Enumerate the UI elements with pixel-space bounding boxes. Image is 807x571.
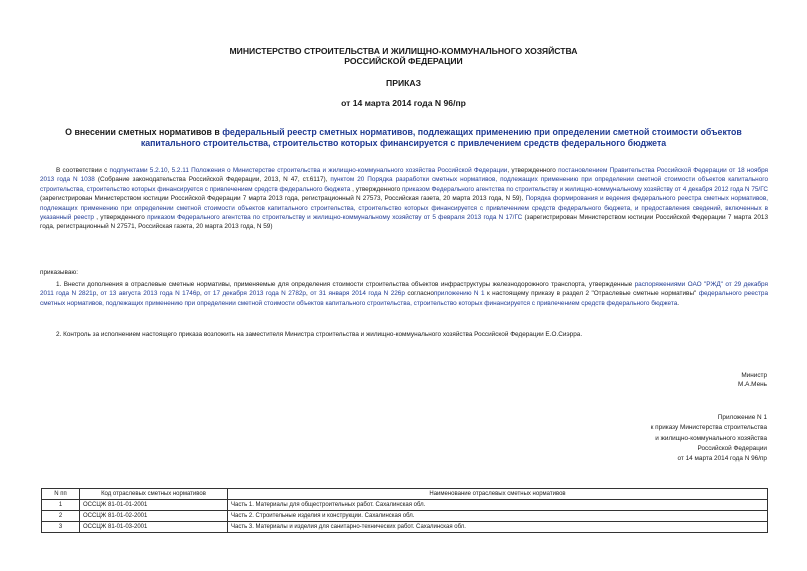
link-government-decree[interactable]: постановлением Правительства Российской Федерации от 18 ноября 2013 года N 1038 (40, 167, 769, 184)
order-word: приказываю: (40, 269, 78, 276)
text: (Собрание законодательства Российской Федерации, 2013, N 47, ст.6117), (94, 176, 331, 184)
table-row (42, 500, 768, 511)
link-registry-procedure[interactable]: Порядка формирования и ведения федерального реестра сметных нормативов, подлежащих применению при определении сметной стоимости объектов капитального строительства, строительство которых финансируется с привлечением средств федерального бюджета, и предоставления сведений, включенных в указанный реестр (40, 195, 768, 222)
text: . (677, 299, 680, 307)
text: , (199, 290, 205, 298)
cell-name: Часть 1. Материалы для общестроительных работ. Сахалинская обл. (228, 500, 768, 511)
text: , утвержденного (350, 185, 402, 193)
text: В соответствии с (56, 167, 110, 174)
link-rzd-order-2782[interactable]: от 17 декабря 2013 года N 2782р (204, 290, 306, 298)
clause-2-paragraph (40, 330, 768, 339)
link-clause-20[interactable]: пунктом 20 (330, 176, 365, 184)
cell-number: 2 (42, 511, 80, 522)
document-type: ПРИКАЗ (386, 78, 421, 88)
cell-code: ОССЦЖ 81-01-02-2001 (80, 511, 228, 522)
federal-registry-link-line2[interactable]: капитального строительства, строительство которых финансируется с привлечением средств федерального бюджета (140, 138, 667, 148)
cell-number: 3 (42, 522, 80, 533)
column-header-code: Код отраслевых сметных нормативов (80, 489, 228, 500)
appendix-line3: и жилищно-коммунального хозяйства (655, 435, 767, 442)
table-row (42, 522, 768, 533)
link-appendix-1[interactable]: приложению N 1 (433, 290, 485, 298)
text: (зарегистрирован Министерством юстиции Российской Федерации 7 марта 2013 года, регистрационный N 27571, Российская газета, 20 марта 2013 года, N 59) (40, 214, 768, 231)
appendix-line4: Российской Федерации (697, 445, 767, 452)
link-subclause-5-2-10[interactable]: подпунктами 5.2.10 (109, 167, 168, 174)
cell-name: Часть 2. Строительные изделия и конструкции. Сахалинская обл. (228, 511, 768, 522)
link-rzd-order-1746[interactable]: от 13 августа 2013 года N 1746р (100, 290, 200, 298)
link-rzd-order-226[interactable]: от 31 января 2014 года N 226р (310, 290, 405, 298)
link-rzd-order-2821[interactable]: распоряжениями ОАО "РЖД" от 29 декабря 2011 года N 2821р (40, 281, 768, 298)
text: 1. Внести дополнения в отраслевые сметные нормативы, применяемые для определения стоимости строительства объектов инфраструктуры железнодорожного транспорта, утвержденные (56, 281, 635, 288)
table-header-row (42, 489, 768, 500)
table-row (42, 511, 768, 522)
link-agency-order-17[interactable]: приказом Федерального агентства по строительству и жилищно-коммунальному хозяйству от 5 февраля 2013 года N 17/ГС (147, 214, 523, 222)
link-federal-registry[interactable]: федерального реестра сметных нормативов, подлежащих применению при определении сметной стоимости объектов капитального строительства, строительство которых финансируется с привлечением средств федерального бюджета (40, 290, 768, 307)
document-date: от 14 марта 2014 года N 96/пр (341, 98, 466, 108)
appendix-line5: от 14 марта 2014 года N 96/пр (677, 455, 767, 462)
text: 2. Контроль за исполнением настоящего приказа возложить на заместителя Министра строительства и жилищно-коммунального хозяйства Российской Федерации Е.О.Сиэрра. (56, 331, 583, 338)
appendix-line2: к приказу Министерства строительства (650, 424, 767, 431)
clause-1-paragraph (40, 280, 768, 308)
text: к настоящему приказу в раздел 2 "Отраслевые сметные нормативы" (484, 290, 699, 298)
text: , утвержденного (93, 214, 148, 222)
ministry-heading-line2: РОССИЙСКОЙ ФЕДЕРАЦИИ (344, 56, 463, 66)
cell-name: Часть 3. Материалы и изделия для санитарно-технических работ. Сахалинская обл. (228, 522, 768, 533)
cell-code: ОССЦЖ 81-01-03-2001 (80, 522, 228, 533)
text: , (306, 290, 311, 298)
federal-registry-link[interactable]: федеральный реестр сметных нормативов, подлежащих применению при определении сметной стоимости объектов (222, 127, 742, 137)
ministry-heading-line1: МИНИСТЕРСТВО СТРОИТЕЛЬСТВА И ЖИЛИЩНО-КОММУНАЛЬНОГО ХОЗЯЙСТВА (229, 46, 578, 56)
preamble-paragraph (40, 166, 768, 232)
norms-table (41, 488, 768, 533)
cell-number: 1 (42, 500, 80, 511)
column-header-number: N пп (42, 489, 80, 500)
text: согласно (404, 290, 434, 298)
column-header-name: Наименование отраслевых сметных нормативов (228, 489, 768, 500)
order-title-prefix: О внесении сметных нормативов в (65, 127, 223, 137)
text: , (167, 167, 172, 174)
order-title-line1 (0, 127, 807, 138)
link-subclause-5-2-11[interactable]: 5.2.11 (171, 167, 189, 174)
text: (зарегистрирован Министерством юстиции Российской Федерации 7 марта 2013 года, регистрационный N 27573, Российская газета, 20 марта 2013 года, N 59), (40, 195, 526, 203)
link-agency-order-75[interactable]: приказом Федерального агентства по строительству и жилищно-коммунальному хозяйству от 4 декабря 2012 года N 75/ГС (401, 185, 768, 193)
appendix-line1: Приложение N 1 (717, 414, 767, 421)
link-ministry-regulation[interactable]: Положения о Министерстве строительства и жилищно-коммунального хозяйства Российской Федерации (191, 167, 508, 174)
cell-code: ОССЦЖ 81-01-01-2001 (80, 500, 228, 511)
signature-name: М.А.Мень (738, 381, 767, 388)
text: , утвержденного (507, 167, 559, 174)
signature-position: Министр (741, 372, 767, 379)
text: , (96, 290, 101, 298)
link-development-procedure[interactable]: Порядка разработки сметных нормативов, подлежащих применению при определении сметной стоимости объектов капитального строительства, строительство которых финансируется с привлечением средств федерального бюджета (40, 176, 769, 193)
